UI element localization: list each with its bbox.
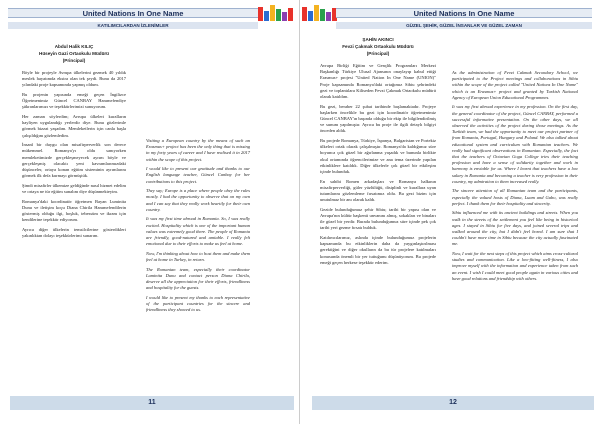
paragraph: İnsanî bir duygu olan misafirperverlik son derece mükemmel. Romanya'yı oldu sanıyorken memleketimizde gerçekleşmeyecek ayrım böyle ve gerçekleşmiş olacaktı yeni kavramlarımızdaki düşünceler, ortaya konan eğitim sisteminin ayrımlarını görmek ilk defa kurmayı görmüştük. — [22, 142, 126, 179]
left-column-turkish — [22, 44, 126, 243]
right-page-number: 12 — [312, 396, 594, 410]
paragraph: Her zaman söylerdim; Avrupa ülkeleri kuralların hayliyen uygulandığı yerlerdir diye. Bunu gözlerimle görmek bizzat yaşadım. Memleketlerin için canla başla çalışıldığını gözlemledim. — [22, 114, 126, 138]
union-logo-icon — [302, 4, 338, 21]
right-header-band — [336, 8, 592, 18]
paragraph: They say; Europe is a place where people obey the rules mostly. I had the opportunity to observe that on my own and I can say that they really work heartily for their own country. — [146, 188, 250, 212]
paragraph: Ayrıca diğer ülkelerin temsilcilerine gösterdikleri yakınlıktan dolayı teşekkürlerimi sunarım. — [22, 226, 126, 239]
left-author-name: Abdul Halik KILIÇ — [54, 44, 94, 49]
right-author-role: (Principal) — [366, 51, 390, 56]
paragraph: Visiting a European country by the means of such an Erasmus+ project has been the only thing that is missing in my forty years of career and I have realised it in 2017 within the scope of this project. — [146, 138, 250, 162]
left-header-band — [8, 8, 258, 18]
paragraph: The Romanian team, especially their coordinator Luminita Dunu and contact person Diana Chirila, deserve all the appreciation for their efforts, friendliness and hospitality for the guests. — [146, 266, 250, 291]
left-header-title: United Nations In One Name — [82, 9, 184, 18]
paragraph: It was my first time abroad in Romania. So, I was really excited. Hospitality which is one of the important human values was extremely good there. The people of Romania are friendly, good-natured and amiable. I really felt emotional due to their efforts to make us feel at home. — [146, 216, 250, 247]
right-page — [300, 0, 600, 424]
paragraph: En sahibi Romen arkadaşları ve Romanya halkının misafirperverliği, güler yüzlülüğü, disiplinli ve kurallara uyan tutumlarını gözlemleme fırsatımız oldu. Bu gezi bizim için unutulmaz bir anı olarak kaldı. — [320, 178, 436, 203]
paragraph: As the administration of Fevzi Cakmak Secondary School, we participated to the Project meetings and collaborations in Sibiu within the scope of the project called "United Nations In One Name" which is an Erasmus+ project and granted by Turkish National Agency of European Union Educational Programmes. — [452, 70, 578, 100]
left-subheader: KATILIMCILARDAN İZLENİMLER — [8, 22, 258, 29]
right-author-school: Fevzi Çakmak Ortaokulu Müdürü — [342, 44, 414, 49]
left-author-role: (Principal) — [62, 58, 86, 63]
right-column-english — [452, 70, 578, 285]
paragraph: Now, I'm thinking about how to host them and make them feel at home in Turkey, in return. — [146, 250, 250, 263]
paragraph: I would like to present my thanks to each representative of the participant countries for the sincere and friendliness they showed to us. — [146, 294, 250, 313]
paragraph: Şimdi misafirler ülkemize geldiğinde nasıl hizmet edelim ve ortaya ne tür eğitim sunalım diye düşünmekteyim. — [22, 182, 126, 195]
paragraph: Bu projede Romanya, Türkiye, İspanya, Bulgaristan ve Portekiz ülkeleri ortak olarak çalışılmıştır. Romanya'da kaldığımız süre boyunca çok güzel bir ağırlanma yaşadık ve bununla birlikte okul ortamında öğrencilerimize ve ana tema üzerinde yapılan etkinliklere katıldık. Diğer ülkelerle çok güzel bir etkileşim içinde bulunduk. — [320, 138, 436, 175]
left-page-number: 11 — [10, 396, 294, 410]
union-logo-icon — [258, 4, 294, 21]
paragraph: Avrupa Birliği Eğitim ve Gençlik Programları Merkezi Başkanlığı Türkiye Ulusal Ajansının onaylayıp kabul ettiği Erasmus+ projesi "United Nation In One Name (UNION)" Proje kapsamında Romanya'daki ortağımız Sibiu şehrindeki gezi ve toplantılara Kiliseden Fevzi Çakmak Ortaokulu müdürü olarak katıldım. — [320, 63, 436, 100]
paragraph: Bu projenin yapısında emeği geçen İngilizce Öğretmenimiz Güncel CANBAY Hanımefendiye şükranlarımızı ve teşekkürlerimizi sunuyorum. — [22, 92, 126, 110]
paragraph: Bu gezi, beraber 22 şubat tarihinde başlamaktadır. Projeye başlarken öncelikle bu gezi için koordinatör öğretmenimiz Güncel CANBAY'ın başında olduğu bir ekip ile bilgilendirilmiş ve sunum yapılmıştır. Ayrıca bu proje ile ilgili detaylı bilgiyi önceden aldık. — [320, 103, 436, 134]
right-column-turkish — [320, 37, 436, 269]
paragraph: Sibiu influenced me with its ancient buildings and streets. When you walk in the streets of the settlement you feel like being in historical ages. I stayed in Sibiu for five days, and joined several trips and walked around the city, but I didn't feel bored. I am sure that I couldn't have more time in Sibiu because the city actually fascinated me. — [452, 210, 578, 247]
paragraph: I would like to present our gratitude and thanks to our English language teacher, Güncel Canbay for her contributions to this project. — [146, 166, 250, 184]
paragraph: Gezide bulunduğumuz şehir Sibiu; tarihi bir yapısı olan ve Avrupa'nın kültür başkenti unvanını almış, sokakları ve binaları ile güzel bir yerdir. Burada bulunduğumuz süre içinde pek çok tarihi yeri gezme fırsatı bulduk. — [320, 206, 436, 231]
paragraph: The sincere attention of all Romanian team and the participants, especially the valued hosts of Diana, Luam and Gabo, was really perfect. I thank them for their hospitality and sincerity. — [452, 188, 578, 206]
paragraph: It was my first abroad experience in my profession. On the first day, the general coordinator of the project, Güncel CANBAY, performed a successful informative presentation. On the other days, we all observed the activities of the project during those meetings. As the Turkish team, we had the opportunity to meet our project partner of from Romania, Portugal, Hungary and Poland. We also talked about educational system and curriculum with Romanian teachers. We really had significant observations in Romanian. Especially, the fact that the teachers of Octavian Goga College tries their teaching profession and have a sense of solidarity together and work in harmony is enviable for us. Where I learnt that teachers have a low salary in Romania and becoming a teacher is very profession in their country, my admiration to them increased really. — [452, 104, 578, 184]
left-author-school: Hüseyin Gazi Ortaokulu Müdürü — [39, 51, 109, 56]
right-author-name: ŞAHİN AKINCI — [362, 37, 394, 42]
paragraph: Romanya'daki koordinatör öğretmen Bayan Luminita Dunu ve iletişim koçu Diana Chirila Hanımefendilerin göstermiş olduğu ilgi, hoşluk, tebessüm ve ikram için kendilerine teşekkür ediyorum. — [22, 198, 126, 223]
left-column-english — [146, 138, 250, 317]
paragraph: Katılımcılarımız, aslında içinde bulunduğumuz projelerin kapsamında bu etkinliklerin daha da yaygınlaştırılması gerektiğini ve diğer okulların da bu tür projelere katılmaları konusunda önemli bir yer tuttuğunu düşünüyorum. Bu projede emeği geçen herkese teşekkür ederim. — [320, 235, 436, 265]
paragraph: Böyle bir projeyle Avrupa ülkelerini gezmek 40 yıldık meslek hayatımda ekstra olan tek şeydi. Bunu da 2017 yılındaki proje kapsamında yapmış oldum. — [22, 70, 126, 88]
paragraph: Now, I wait for the next steps of this project which aims cross-cultural studies and communication. Like a low-fitting well-fitness, I also improve myself with the information and experience taken from such an event. I wish I could meet good people again in various cities and have good relations and friendship with others. — [452, 251, 578, 281]
right-header-title: United Nations In One Name — [413, 9, 515, 18]
right-subheader: GÜZEL ŞEHİR, GÜZEL İNSANLAR VE GÜZEL ZAMAN — [336, 22, 592, 29]
